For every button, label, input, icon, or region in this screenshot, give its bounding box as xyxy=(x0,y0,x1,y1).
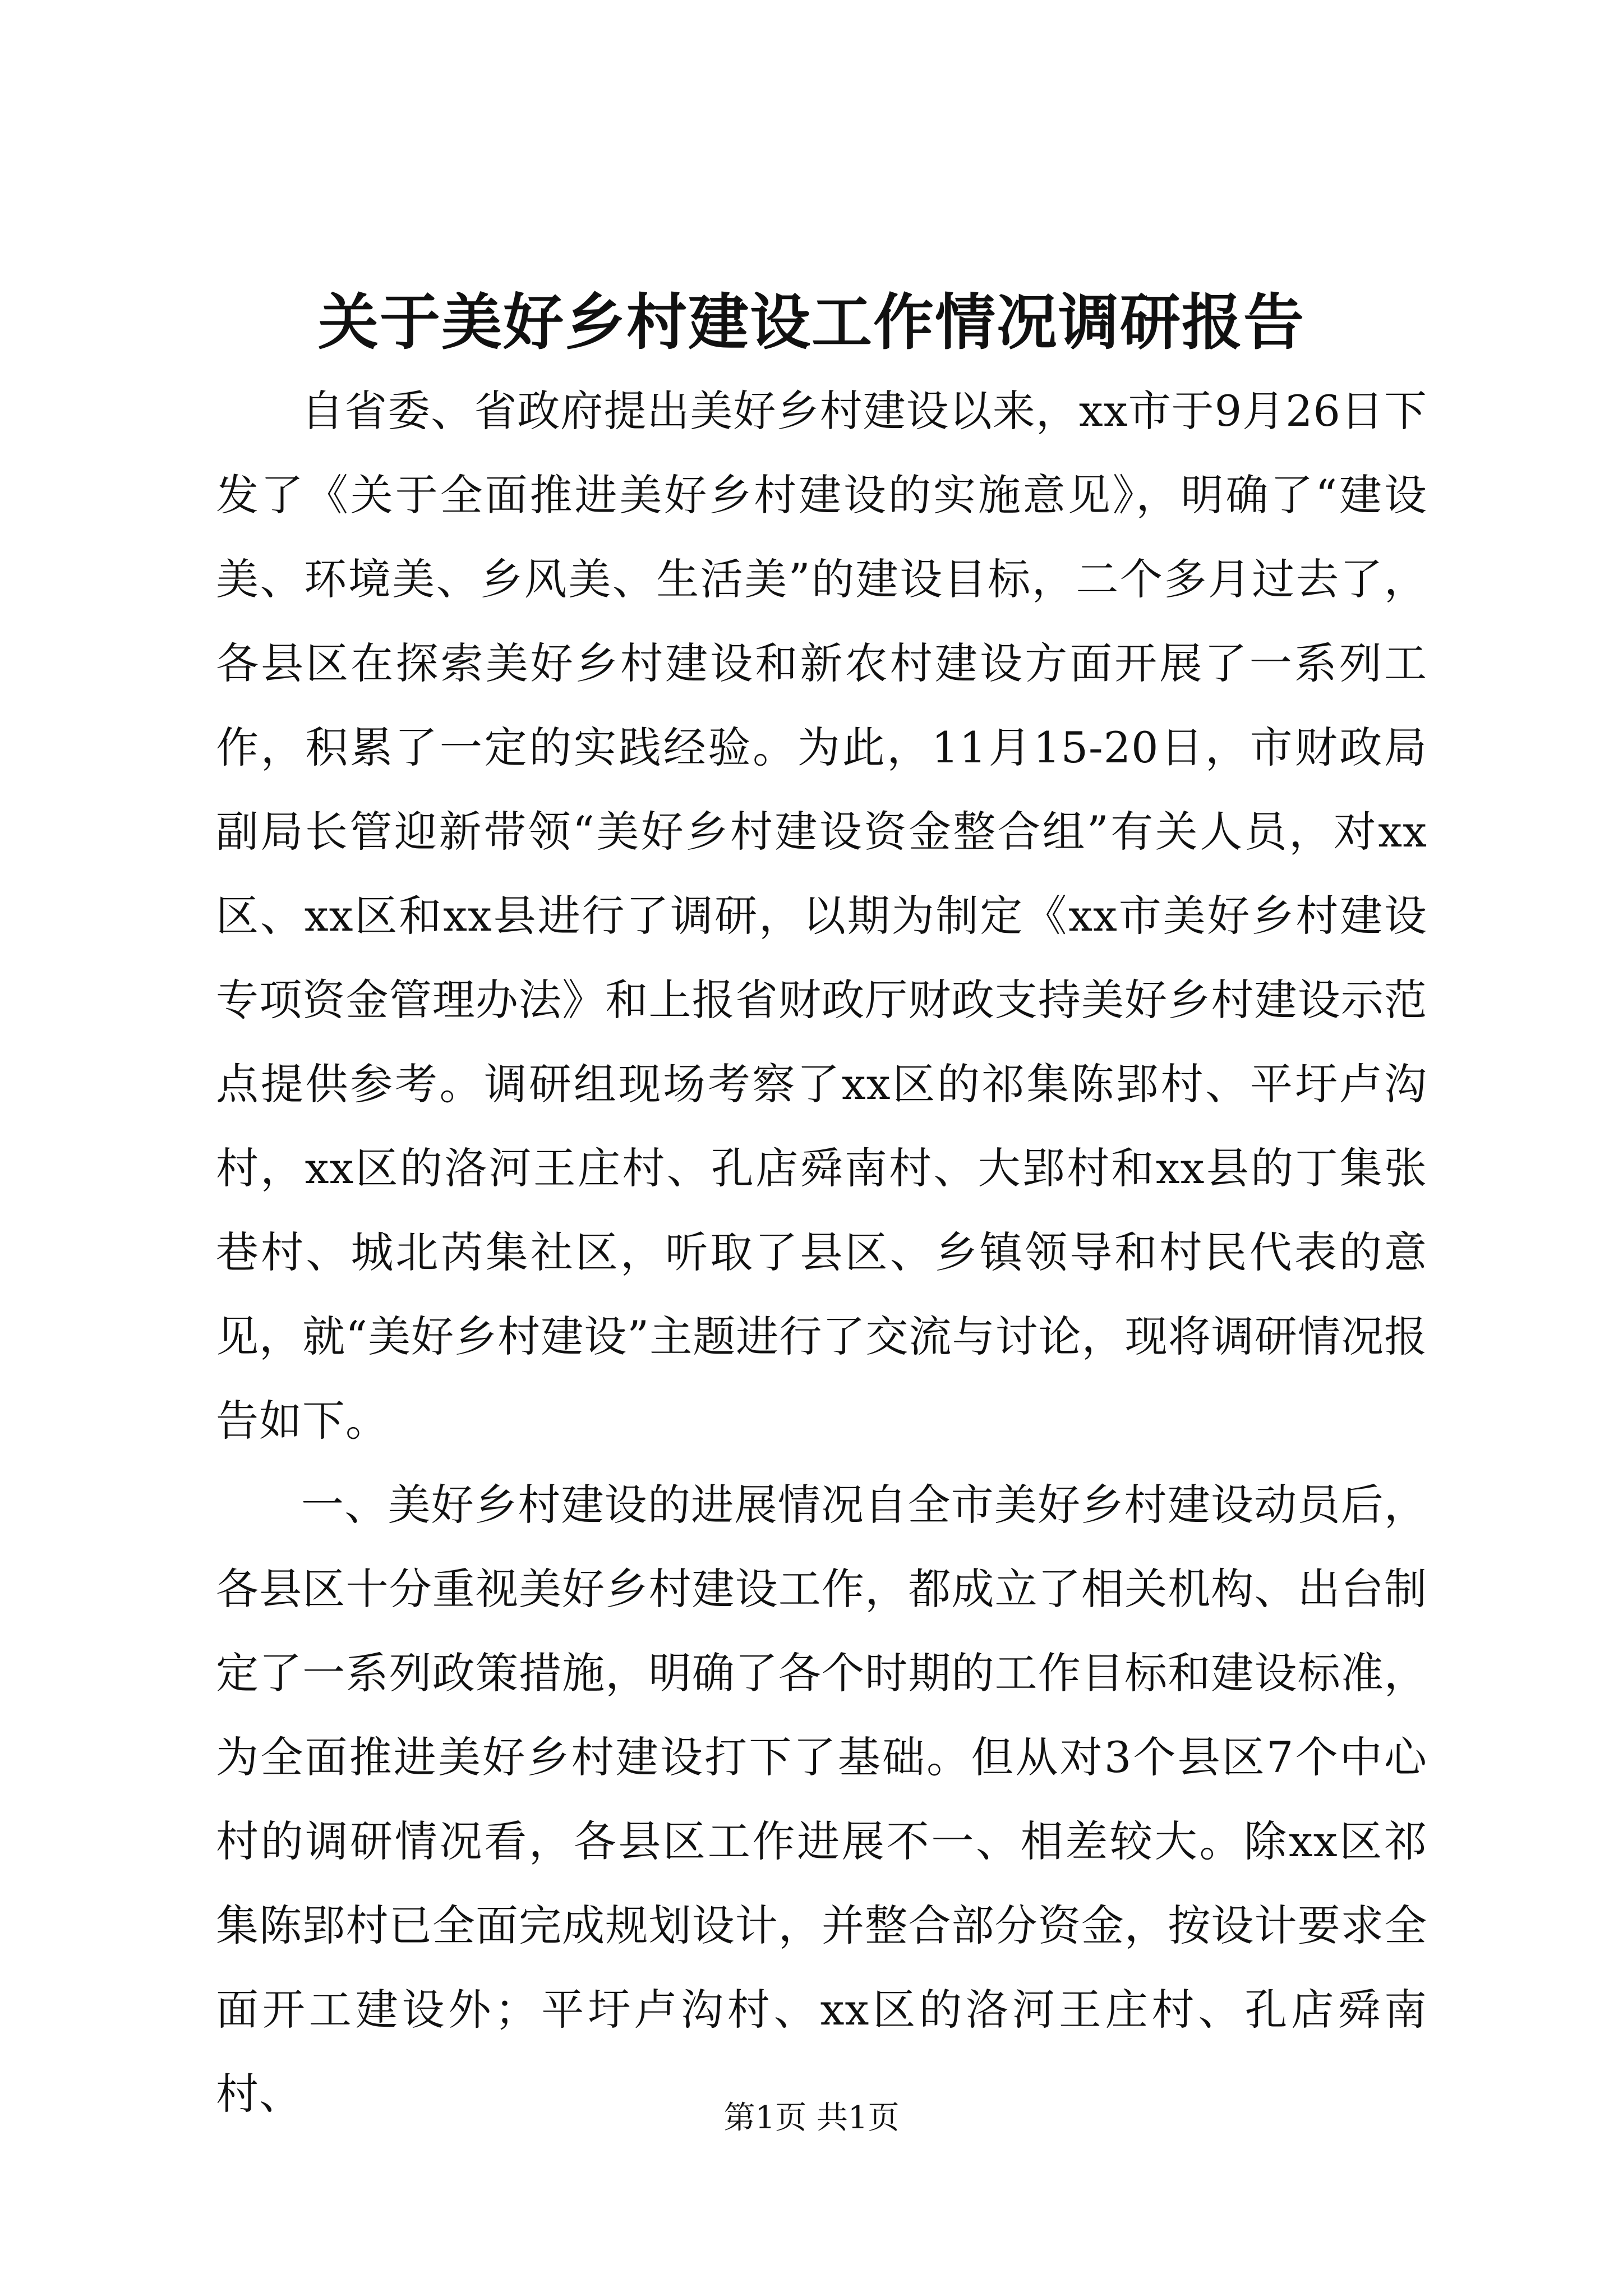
document-title: 关于美好乡村建设工作情况调研报告 xyxy=(317,287,1305,358)
paragraph-intro: 自省委、省政府提出美好乡村建设以来，xx市于9月26日下发了《关于全面推进美好乡村建设的实施意见》，明确了“建设美、环境美、乡风美、生活美”的建设目标，二个多月过去了，各县区在探索美好乡村建设和新农村建设方面开展了一系列工作，积累了一定的实践经验。为此，11月15-20日，市财政局副局长管迎新带领“美好乡村建设资金整合组”有关人员，对xx区、xx区和xx县进行了调研，以期为制定《xx市美好乡村建设专项资金管理办法》和上报省财政厅财政支持美好乡村建设示范点提供参考。调研组现场考察了xx区的祁集陈郢村、平圩卢沟村，xx区的洛河王庄村、孔店舜南村、大郢村和xx县的丁集张巷村、城北芮集社区，听取了县区、乡镇领导和村民代表的意见，就“美好乡村建设”主题进行了交流与讨论，现将调研情况报告如下。 xyxy=(216,386,1427,1446)
page-number-footer: 第1页 共1页 xyxy=(723,2100,900,2136)
paragraph-progress: 一、美好乡村建设的进展情况自全市美好乡村建设动员后，各县区十分重视美好乡村建设工作，都成立了相关机构、出台制定了一系列政策措施，明确了各个时期的工作目标和建设标准，为全面推进美好乡村建设打下了基础。但从对3个县区7个中心村的调研情况看，各县区工作进展不一、相差较大。除xx区祁集陈郢村已全面完成规划设计，并整合部分资金，按设计要求全面开工建设外；平圩卢沟村、xx区的洛河王庄村、孔店舜南村、 xyxy=(216,1480,1427,2119)
document-body xyxy=(216,369,1427,2136)
